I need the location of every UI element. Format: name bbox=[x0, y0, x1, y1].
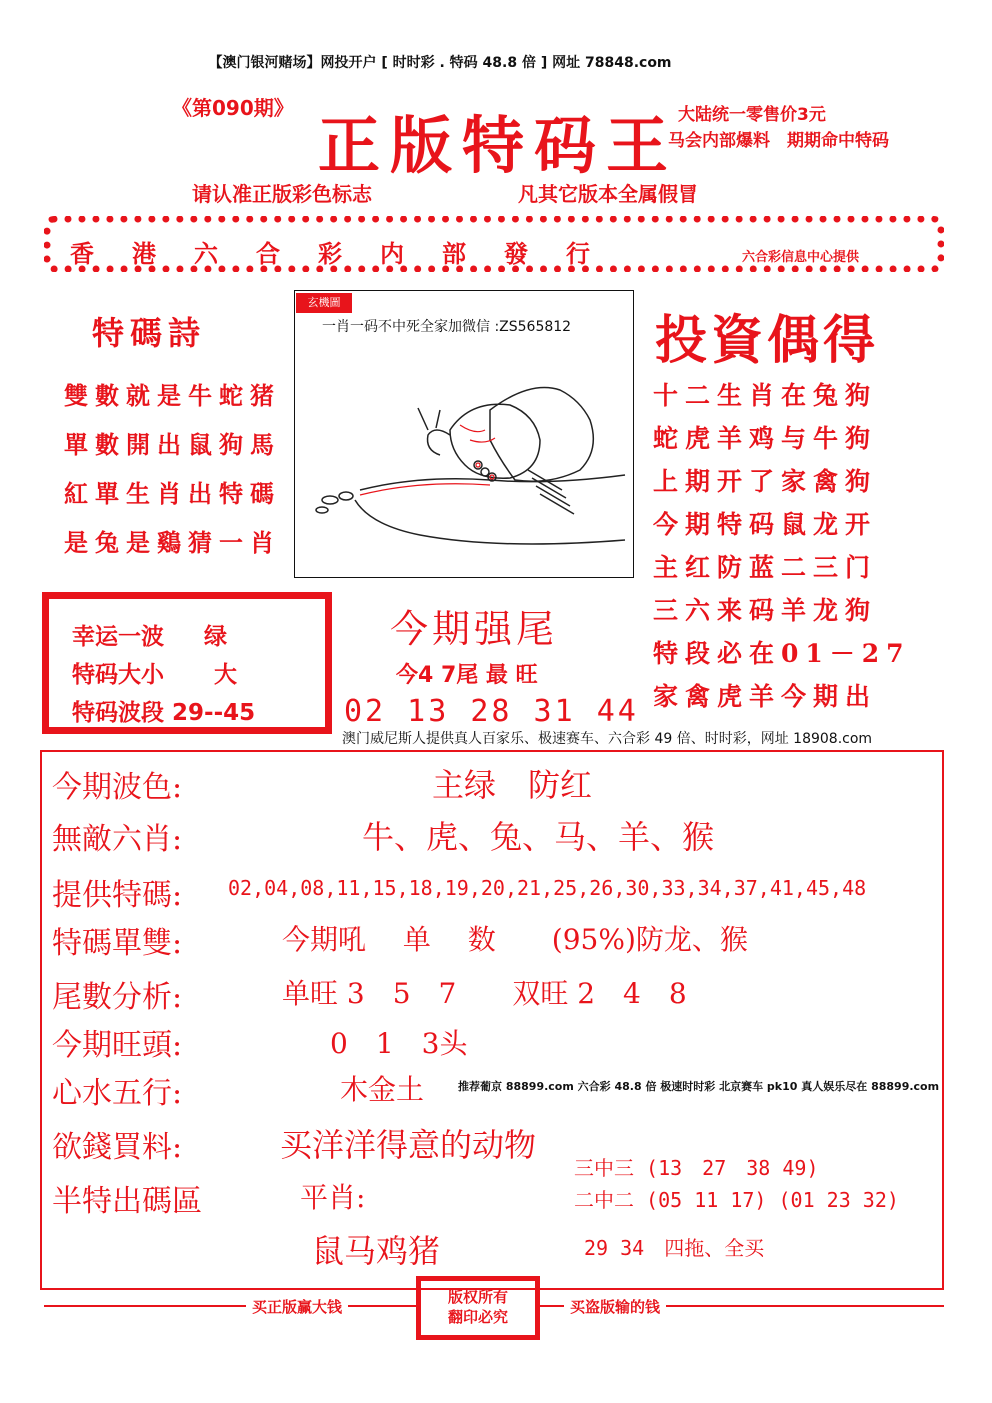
pebble bbox=[339, 492, 353, 500]
special-code-label: 提供特碼: bbox=[52, 878, 183, 913]
special-code-value: 02,04,08,11,15,18,19,20,21,25,26,30,33,34,37,41,45,48 bbox=[228, 876, 867, 900]
flat-zodiac-value: 鼠马鸡猪 bbox=[312, 1232, 441, 1270]
info-value: 大 bbox=[214, 662, 238, 688]
grape-advertisement: 推荐葡京 88899.com 六合彩 48.8 倍 极速时时彩 北京赛车 pk10 真人娱乐尽在 88899.com bbox=[458, 1080, 940, 1093]
footer-left-slogan: 买正版赢大钱 bbox=[246, 1296, 348, 1317]
wave-label: 今期波色: bbox=[52, 770, 183, 805]
tail-analysis-label: 尾數分析: bbox=[52, 980, 183, 1015]
poem-line: 紅單生肖出特碼 bbox=[64, 479, 281, 508]
top-advertisement: 【澳门银河赌场】网投开户 [ 时时彩 . 特码 48.8 倍 ] 网址 78848.com bbox=[208, 55, 672, 71]
footer-divider bbox=[44, 1305, 416, 1307]
four-drag: 29 34 四拖、全买 bbox=[584, 1236, 765, 1260]
footer-right-slogan: 买盗版输的钱 bbox=[564, 1296, 666, 1317]
poem-title: 特碼詩 bbox=[92, 314, 207, 352]
invest-line: 上期开了家禽狗 bbox=[653, 467, 878, 496]
info-label: 特码大小 bbox=[72, 662, 164, 688]
page-title: 正版特码王 bbox=[318, 109, 679, 182]
invest-title: 投資偶得 bbox=[655, 310, 880, 371]
six-zodiac-value: 牛、虎、兔、马、羊、猴 bbox=[362, 818, 715, 856]
strong-tail-numbers: 02 13 28 31 44 bbox=[344, 694, 639, 729]
poem-line: 是兔是鷄猜一肖 bbox=[64, 528, 281, 557]
half-special-label: 半特出碼區 bbox=[52, 1184, 202, 1219]
info-value: 29--45 bbox=[172, 700, 256, 726]
info-label: 特码波段 bbox=[72, 700, 164, 726]
strong-tail-title: 今期强尾 bbox=[390, 607, 559, 651]
five-element-value: 木金土 bbox=[340, 1073, 425, 1106]
head-value: 0 1 3头 bbox=[330, 1027, 468, 1060]
bead-accent bbox=[476, 463, 480, 467]
price-line: 大陆统一零售价3元 bbox=[678, 105, 826, 125]
poem-line: 雙數就是牛蛇猪 bbox=[64, 381, 281, 410]
buy-info-label: 欲錢買料: bbox=[52, 1130, 183, 1165]
ox-drawing-illustration bbox=[300, 340, 628, 570]
info-value: 绿 bbox=[204, 624, 228, 650]
banner-title: 香港六合彩内部發行 bbox=[70, 239, 628, 268]
pebble bbox=[322, 496, 338, 504]
picture-caption: 一肖一码不中死全家加微信 :ZS565812 bbox=[322, 319, 572, 335]
three-in-three: 三中三 (13 27 38 49) bbox=[574, 1156, 819, 1180]
rock-shape bbox=[490, 388, 593, 482]
counterfeit-notice: 凡其它版本全属假冒 bbox=[518, 182, 698, 206]
poem-line: 單數開出鼠狗馬 bbox=[64, 430, 281, 459]
pebble bbox=[316, 507, 328, 513]
insider-line: 马会内部爆料 期期命中特码 bbox=[668, 131, 889, 151]
odd-even-label: 特碼單雙: bbox=[52, 926, 183, 961]
info-row bbox=[72, 618, 227, 651]
ground-line bbox=[355, 500, 625, 544]
invest-line: 十二生肖在兔狗 bbox=[653, 381, 878, 410]
copyright-line: 翻印必究 bbox=[447, 1308, 508, 1326]
odd-even-value: 今期吼 单 数 (95%)防龙、猴 bbox=[282, 923, 748, 956]
copyright-box bbox=[416, 1276, 540, 1340]
buy-info-value: 买洋洋得意的动物 bbox=[280, 1126, 537, 1164]
flat-zodiac-label: 平肖: bbox=[300, 1181, 366, 1214]
copyright-line: 版权所有 bbox=[447, 1288, 508, 1306]
info-row bbox=[72, 694, 255, 727]
invest-line: 主红防蓝二三门 bbox=[653, 553, 878, 582]
ox-body bbox=[450, 404, 540, 478]
ox-horns bbox=[418, 408, 440, 430]
stairs bbox=[528, 470, 574, 514]
five-element-label: 心水五行: bbox=[52, 1076, 183, 1111]
banner-subtitle: 六合彩信息中心提供 bbox=[742, 250, 860, 265]
invest-line: 蛇虎羊鸡与牛狗 bbox=[653, 424, 878, 453]
strong-tail-text: 今4 7尾 最 旺 bbox=[396, 663, 538, 688]
head-label: 今期旺頭: bbox=[52, 1028, 183, 1063]
invest-line: 特段必在01－27 bbox=[653, 639, 911, 668]
bead bbox=[474, 461, 482, 469]
invest-line: 今期特码鼠龙开 bbox=[653, 510, 878, 539]
verify-notice: 请认准正版彩色标志 bbox=[192, 182, 372, 206]
ox-head bbox=[428, 430, 451, 455]
picture-stamp: 玄機圖 bbox=[296, 293, 352, 313]
two-in-two: 二中二 (05 11 17) (01 23 32) bbox=[574, 1188, 899, 1212]
issue-number: 《第090期》 bbox=[172, 96, 294, 120]
info-row bbox=[72, 656, 237, 689]
six-zodiac-label: 無敵六肖: bbox=[52, 822, 183, 857]
venetian-advertisement: 澳门威尼斯人提供真人百家乐、极速赛车、六合彩 49 倍、时时彩，网址 18908.com bbox=[342, 731, 873, 747]
info-label: 幸运一波 bbox=[72, 624, 164, 650]
invest-line: 家禽虎羊今期出 bbox=[653, 682, 878, 711]
invest-line: 三六来码羊龙狗 bbox=[653, 596, 878, 625]
tail-analysis-value: 单旺 3 5 7 双旺 2 4 8 bbox=[282, 977, 687, 1010]
wave-value: 主绿 防红 bbox=[432, 766, 593, 804]
